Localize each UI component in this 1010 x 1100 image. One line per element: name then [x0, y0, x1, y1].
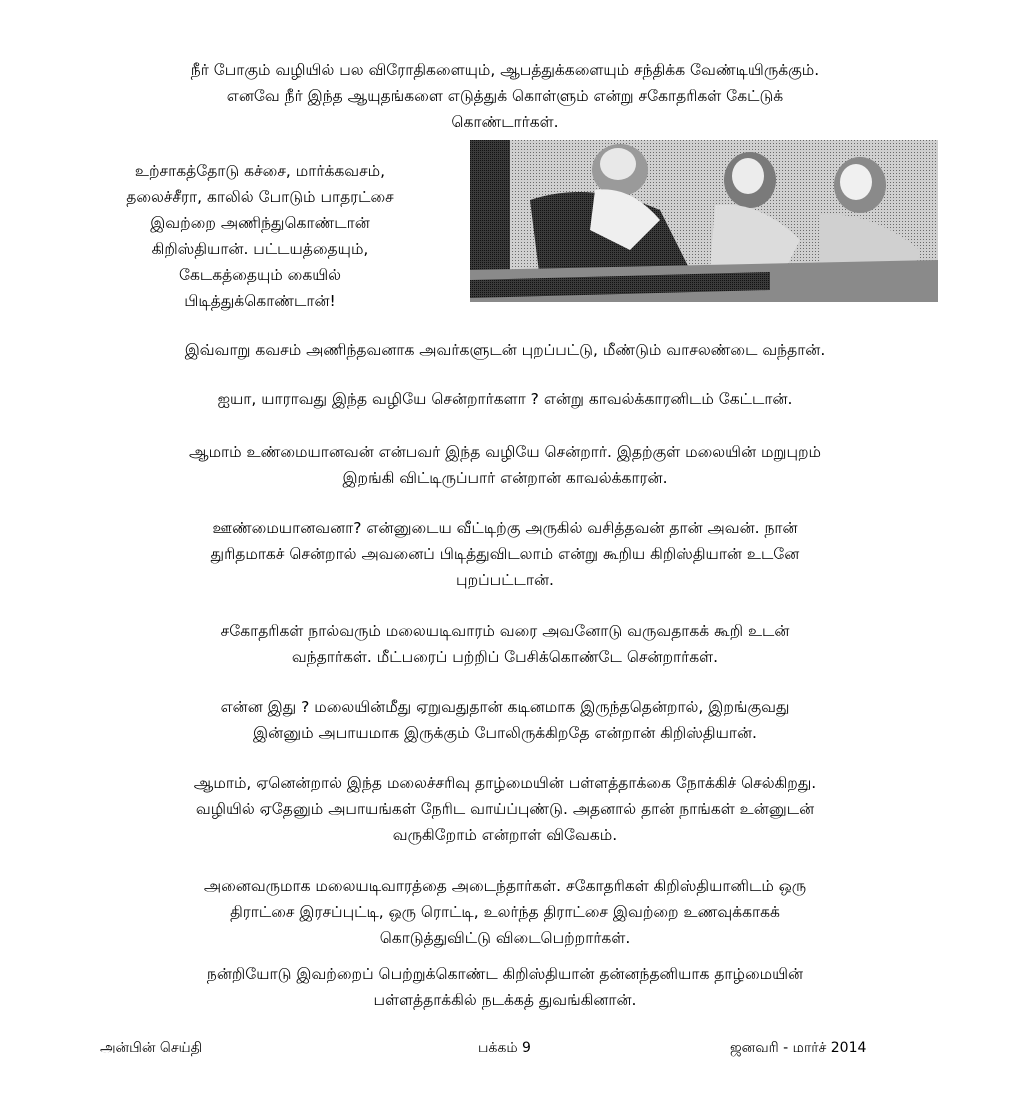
paragraph [40, 961, 970, 1013]
text-line: கிறிஸ்தியான். பட்டயத்தையும், [151, 240, 369, 258]
text-line: இன்னும் அபாயமாக இருக்கும் போலிருக்கிறதே என்றான் கிறிஸ்தியான். [253, 724, 757, 742]
text-line: அனைவருமாக மலையடிவாரத்தை அடைந்தார்கள். சகோதரிகள் கிறிஸ்தியானிடம் ஒரு [203, 877, 807, 895]
text-line: சகோதரிகள் நால்வரும் மலையடிவாரம் வரை அவனோடு வருவதாகக் கூறி உடன் [220, 622, 790, 640]
text-line: வழியில் ஏதேனும் அபாயங்கள் நேரிட வாய்ப்புண்டு. அதனால் தான் நாங்கள் உன்னுடன் [195, 800, 815, 818]
text-line: பள்ளத்தாக்கில் நடக்கத் துவங்கினான். [373, 991, 637, 1009]
text-line: கொடுத்துவிட்டு விடைபெற்றார்கள். [379, 929, 631, 947]
paragraph [40, 439, 970, 491]
text-line: நீர் போகும் வழியில் பல விரோதிகளையும், ஆபத்துக்களையும் சந்திக்க வேண்டியிருக்கும். [190, 61, 820, 79]
paragraph [40, 694, 970, 746]
text-line: தலைச்சீரா, காலில் போடும் பாதரட்சை [126, 188, 394, 206]
text-line: வருகிறோம் என்றாள் விவேகம். [392, 826, 618, 844]
text-line: புறப்பட்டான். [456, 571, 554, 589]
sisters-arming-christian-image [470, 140, 938, 302]
text-line: திராட்சை இரசப்புட்டி, ஒரு ரொட்டி, உலர்ந்த திராட்சை இவற்றை உணவுக்காகக் [230, 903, 780, 921]
text-line: இவற்றை அணிந்துகொண்டான் [150, 214, 370, 232]
footer-page-number: பக்கம் 9 [478, 1040, 531, 1056]
text-line: உற்சாகத்தோடு கச்சை, மார்க்கவசம், [134, 162, 386, 180]
text-line: கொண்டார்கள். [451, 113, 559, 131]
footer-publication-name: அன்பின் செய்தி [100, 1040, 203, 1056]
paragraph [40, 337, 970, 363]
text-line: பிடித்துக்கொண்டான்! [184, 292, 336, 310]
paragraph [40, 515, 970, 593]
text-line: கேடகத்தையும் கையில் [178, 266, 342, 284]
text-line: ஊண்மையானவனா? என்னுடைய வீட்டிற்கு அருகில் வசித்தவன் தான் அவன். நான் [212, 519, 798, 537]
paragraph [40, 386, 970, 412]
engraving-illustration [470, 140, 938, 302]
opening-paragraph [40, 57, 970, 135]
text-line: ஆமாம், ஏனென்றால் இந்த மலைச்சரிவு தாழ்மையின் பள்ளத்தாக்கை நோக்கிச் செல்கிறது. [193, 774, 817, 792]
text-line: ஐயா, யாராவது இந்த வழியே சென்றார்களா ? என்று காவல்க்காரனிடம் கேட்டான். [217, 390, 793, 408]
armour-paragraph [70, 158, 450, 314]
paragraph [40, 873, 970, 951]
text-line: துரிதமாகச் சென்றால் அவனைப் பிடித்துவிடலாம் என்று கூறிய கிறிஸ்தியான் உடனே [210, 545, 800, 563]
text-line: இவ்வாறு கவசம் அணிந்தவனாக அவர்களுடன் புறப்பட்டு, மீண்டும் வாசலண்டை வந்தான். [184, 341, 826, 359]
text-line: எனவே நீர் இந்த ஆயுதங்களை எடுத்துக் கொள்ளும் என்று சகோதரிகள் கேட்டுக் [226, 87, 784, 105]
paragraph [40, 618, 970, 670]
text-line: என்ன இது ? மலையின்மீது ஏறுவதுதான் கடினமாக இருந்ததென்றால், இறங்குவது [220, 698, 790, 716]
text-line: இறங்கி விட்டிருப்பார் என்றான் காவல்க்காரன். [342, 469, 668, 487]
text-line: ஆமாம் உண்மையானவன் என்பவர் இந்த வழியே சென்றார். இதற்குள் மலையின் மறுபுறம் [188, 443, 822, 461]
text-line: நன்றியோடு இவற்றைப் பெற்றுக்கொண்ட கிறிஸ்தியான் தன்னந்தனியாக தாழ்மையின் [206, 965, 804, 983]
footer-issue-date: ஜனவரி - மார்ச் 2014 [730, 1040, 867, 1056]
text-line: வந்தார்கள். மீட்பரைப் பற்றிப் பேசிக்கொண்டே சென்றார்கள். [291, 648, 719, 666]
paragraph [40, 770, 970, 848]
